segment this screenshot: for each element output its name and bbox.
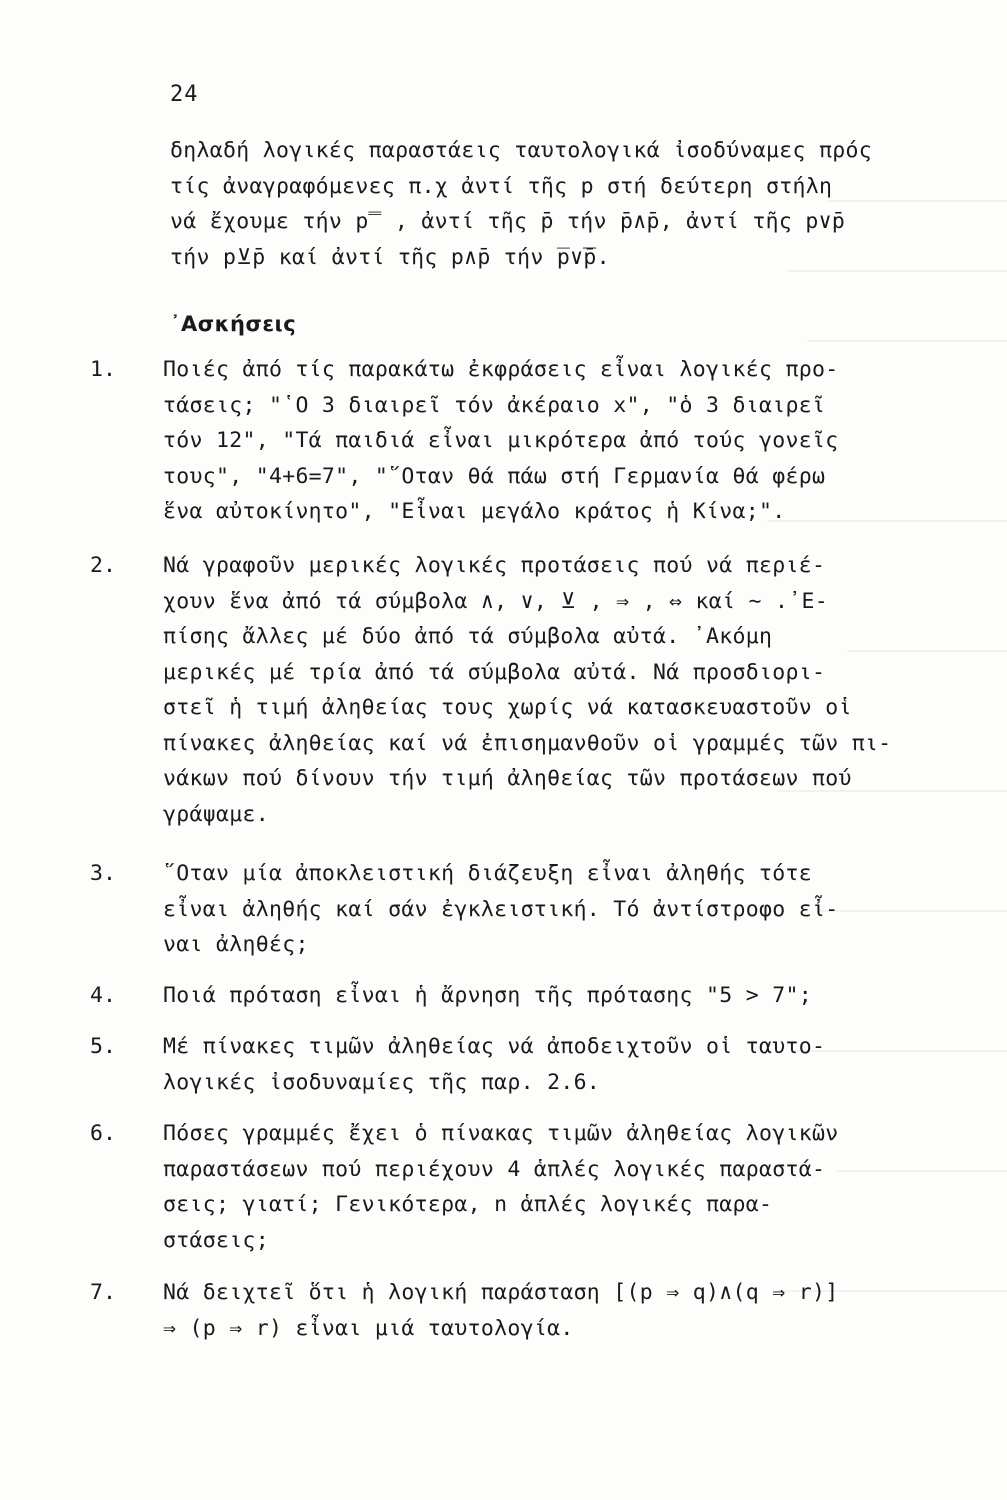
exercise-text [163, 548, 915, 832]
exercise-line: πίνακες ἀληθείας καί νά ἐπισημανθοῦν οἱ γραμμές τῶν πι- [163, 730, 892, 756]
exercise-line: Ποιά πρόταση εἶναι ἡ ἄρνηση τῆς πρότασης "5 > 7"; [163, 983, 812, 1008]
exercise-line: γράψαμε. [163, 801, 269, 827]
intro-line: δηλαδή λογικές παραστάεις ταυτολογικά ἰσοδύναμες πρός [170, 138, 872, 163]
exercise-line: σεις; γιατί; Γενικότερα, n ἁπλές λογικές παρα- [163, 1192, 773, 1217]
intro-paragraph [170, 133, 930, 275]
exercise-line: Πόσες γραμμές ἔχει ὁ πίνακας τιμῶν ἀληθείας λογικῶν [163, 1121, 839, 1146]
exercise-line: χουν ἕνα ἀπό τά σύμβολα ∧, ∨, ⊻ , ⇒ , ⇔ καί ∼ .᾿Ε- [163, 588, 828, 614]
exercise-line: παραστάσεων πού περιέχουν 4 ἁπλές λογικές παραστά- [163, 1156, 826, 1182]
exercise-number: 1. [90, 357, 116, 382]
exercise-number: 4. [90, 983, 116, 1008]
exercise-text [163, 352, 915, 530]
exercise-line: ἕνα αὐτοκίνητο", "Εἶναι μεγάλο κράτος ἡ Κίνα;". [163, 499, 786, 524]
exercise-text [163, 1275, 915, 1346]
exercise-line: στάσεις; [163, 1227, 269, 1253]
intro-line: τίς ἀναγραφόμενες π.χ ἀντί τῆς p στή δεύτερη στήλη [170, 173, 833, 199]
exercise-line: ⇒ (p ⇒ r) εἶναι μιά ταυτολογία. [163, 1315, 574, 1341]
exercise-number: 6. [90, 1121, 116, 1146]
exercise-line: Νά δειχτεῖ ὅτι ἡ λογική παράσταση [(p ⇒ q)∧(q ⇒ r)] [163, 1280, 839, 1305]
exercise-line: ῞Οταν μία ἀποκλειστική διάζευξη εἶναι ἀληθής τότε [163, 861, 812, 886]
exercise-line: νάκων πού δίνουν τήν τιμή ἀληθείας τῶν προτάσεων πού [163, 766, 852, 791]
exercise-line: τάσεις; "῾Ο 3 διαιρεῖ τόν ἀκέραιο x", "ὁ 3 διαιρεῖ [163, 392, 826, 418]
exercise-text [163, 1029, 915, 1100]
exercise-line: τόν 12", "Τά παιδιά εἶναι μικρότερα ἀπό τούς γονεῖς [163, 428, 839, 453]
exercise-line: στεῖ ἡ τιμή ἀληθείας τους χωρίς νά κατασκευαστοῦν οἱ [163, 695, 852, 720]
exercise-line: Ποιές ἀπό τίς παρακάτω ἐκφράσεις εἶναι λογικές προ- [163, 357, 839, 382]
exercise-line: Νά γραφοῦν μερικές λογικές προτάσεις πού νά περιέ- [163, 553, 826, 578]
exercise-number: 3. [90, 861, 116, 886]
exercise-text [163, 1116, 915, 1258]
page-number: 24 [170, 82, 199, 107]
intro-line: νά ἔχουμε τήν p̿ , ἀντί τῆς p̄ τήν p̄∧p̄, ἀντί τῆς p∨p̄ [170, 209, 846, 234]
exercise-line: λογικές ἰσοδυναμίες τῆς παρ. 2.6. [163, 1069, 601, 1095]
exercise-line: εἶναι ἀληθής καί σάν ἐγκλειστική. Τό ἀντίστροφο εἶ- [163, 896, 839, 922]
exercise-line: πίσης ἄλλες μέ δύο ἀπό τά σύμβολα αὐτά. ᾿Ακόμη [163, 624, 773, 649]
exercise-number: 7. [90, 1280, 116, 1305]
intro-line: τήν p⊻p̄ καί ἀντί τῆς p∧p̄ τήν p̅∨̅p̅̄. [170, 244, 610, 270]
exercise-number: 5. [90, 1034, 116, 1059]
exercise-text [163, 856, 915, 963]
exercise-line: μερικές μέ τρία ἀπό τά σύμβολα αὐτά. Νά προσδιορι- [163, 659, 826, 685]
exercise-line: ναι ἀληθές; [163, 932, 309, 957]
exercise-number: 2. [90, 553, 116, 578]
exercise-line: Μέ πίνακες τιμῶν ἀληθείας νά ἀποδειχτοῦν οἱ ταυτο- [163, 1034, 826, 1059]
exercise-text [163, 978, 915, 1014]
section-heading: ᾿Ασκήσεις [170, 312, 297, 336]
exercise-line: τους", "4+6=7", "῞Οταν θά πάω στή Γερμανία θά φέρω [163, 463, 826, 489]
